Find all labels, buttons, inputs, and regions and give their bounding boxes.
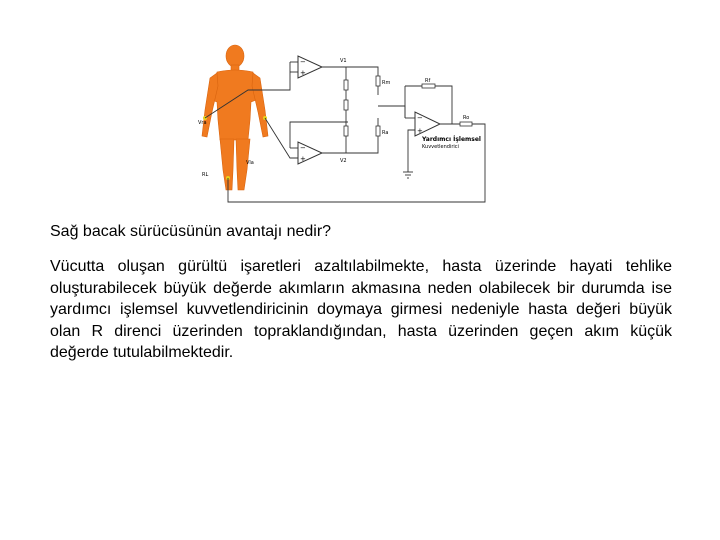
resistor-lower bbox=[344, 126, 348, 136]
resistor-rf bbox=[422, 84, 435, 88]
svg-text:−: − bbox=[417, 114, 423, 122]
svg-text:−: − bbox=[300, 144, 306, 152]
label-rm: Rm bbox=[382, 80, 391, 86]
svg-text:+: + bbox=[300, 69, 306, 77]
svg-text:+: + bbox=[417, 127, 423, 135]
svg-text:−: − bbox=[300, 58, 306, 66]
human-body-figure bbox=[202, 45, 268, 190]
label-v1: V1 bbox=[340, 58, 347, 64]
answer-text: Vücutta oluşan gürültü işaretleri azaltılabilmekte, hasta üzerinde hayati tehlike oluşturabilecek büyük değerde akımların akmasına neden olabilecek bir durumda ise yardımcı işlemsel kuvvetlendiricinin doymaya girmesi nedeniyle hasta değeri büyük olan R direnci üzerinden topraklandığından, hasta üzerinden geçen akım küçük değerde tutulabilmektedir. bbox=[50, 258, 672, 361]
resistor-ra bbox=[376, 126, 380, 136]
resistor-upper bbox=[344, 80, 348, 90]
resistor-ro bbox=[460, 122, 472, 126]
question-text: Sağ bacak sürücüsünün avantajı nedir? bbox=[50, 223, 332, 240]
label-rl: RL bbox=[202, 172, 209, 178]
resistor-rm bbox=[376, 76, 380, 86]
label-v2: V2 bbox=[340, 158, 347, 164]
aux-amp-subtitle: Kuvvetlendirici bbox=[422, 144, 459, 150]
label-rf: Rf bbox=[425, 78, 431, 84]
label-vra: Vra bbox=[198, 120, 207, 126]
label-vla: Vla bbox=[246, 160, 254, 166]
label-ro: Ro bbox=[463, 115, 470, 121]
aux-amp-title: Yardımcı İşlemsel bbox=[422, 136, 481, 143]
resistor-middle bbox=[344, 100, 348, 110]
right-leg-drive-diagram bbox=[190, 40, 500, 210]
svg-text:+: + bbox=[300, 155, 306, 163]
label-ra: Ra bbox=[382, 130, 389, 136]
